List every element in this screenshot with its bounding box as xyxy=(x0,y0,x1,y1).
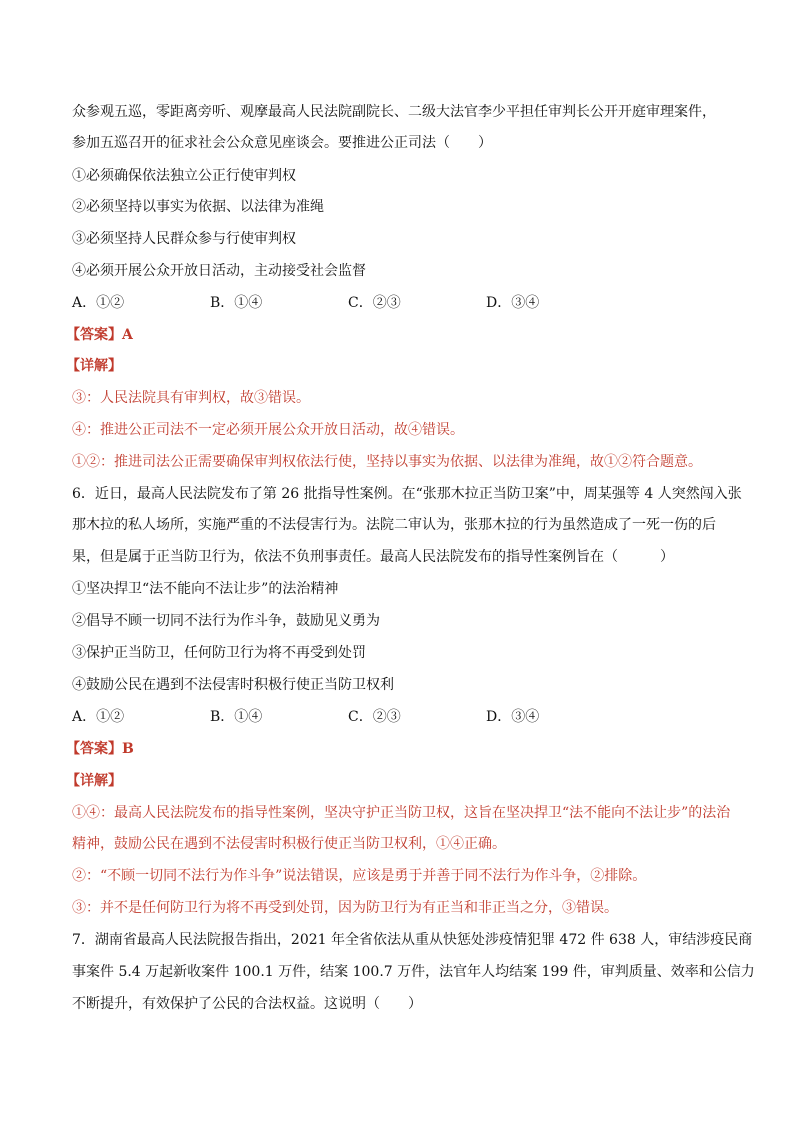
q6-explanation-1: ①④：最高人民法院发布的指导性案例，坚决守护正当防卫权，这旨在坚决捍卫“法不能向不法让步”的法治 xyxy=(72,805,731,821)
q5-explanation-3: ①②：推进司法公正需要确保审判权依法行使，坚持以事实为依据、以法律为准绳，故①②符合题意。 xyxy=(72,454,702,470)
q6-option-c: C．②③ xyxy=(348,709,401,725)
q5-answer: 【答案】A xyxy=(66,327,133,343)
q6-option-b: B．①④ xyxy=(210,709,263,725)
q5-option-d: D．③④ xyxy=(486,295,540,311)
q6-stem-line-2: 那木拉的私人场所，实施严重的不法侵害行为。法院二审认为，张那木拉的行为虽然造成了一死一伤的后 xyxy=(72,517,716,533)
q5-option-c: C．②③ xyxy=(348,295,401,311)
q5-statement-2: ②必须坚持以事实为依据、以法律为准绳 xyxy=(72,199,324,215)
q6-statement-4: ④鼓励公民在遇到不法侵害时积极行使正当防卫权利 xyxy=(72,677,394,693)
q6-explanation-2: 精神，鼓励公民在遇到不法侵害时积极行使正当防卫权利，①④正确。 xyxy=(72,836,506,852)
q7-stem-line-2: 事案件 5.4 万起新收案件 100.1 万件，结案 100.7 万件，法官年人均结案 199 件，审判质量、效率和公信力 xyxy=(72,964,755,980)
q5-stem-line-2: 参加五巡召开的征求社会公众意见座谈会。要推进公正司法（ ） xyxy=(72,135,492,151)
q6-explanation-4: ③：并不是任何防卫行为将不再受到处罚，因为防卫行为有正当和非正当之分，③错误。 xyxy=(72,900,618,916)
q5-explanation-1: ③：人民法院具有审判权，故③错误。 xyxy=(72,390,310,406)
q5-statement-1: ①必须确保依法独立公正行使审判权 xyxy=(72,168,296,184)
q6-detail-label: 【详解】 xyxy=(66,773,122,789)
q7-stem-line-3: 不断提升，有效保护了公民的合法权益。这说明（ ） xyxy=(72,996,422,1012)
q6-statement-1: ①坚决捍卫“法不能向不法让步”的法治精神 xyxy=(72,581,339,597)
q6-stem-line-1: 6．近日，最高人民法院发布了第 26 批指导性案例。在“张那木拉正当防卫案”中，周某强等 4 人突然闯入张 xyxy=(72,486,742,502)
q6-answer: 【答案】B xyxy=(66,741,134,757)
q7-stem-line-1: 7．湖南省最高人民法院报告指出，2021 年全省依法从重从快惩处涉疫情犯罪 472 件 638 人，审结涉疫民商 xyxy=(72,932,753,948)
q5-stem-line-1: 众参观五巡，零距离旁听、观摩最高人民法院副院长、二级大法官李少平担任审判长公开开庭审理案件， xyxy=(72,104,716,120)
q5-option-a: A．①② xyxy=(72,295,125,311)
q6-option-d: D．③④ xyxy=(486,709,540,725)
q6-statement-2: ②倡导不顾一切同不法行为作斗争，鼓励见义勇为 xyxy=(72,613,380,629)
q5-option-b: B．①④ xyxy=(210,295,263,311)
q5-statement-3: ③必须坚持人民群众参与行使审判权 xyxy=(72,231,296,247)
q5-explanation-2: ④：推进公正司法不一定必须开展公众开放日活动，故④错误。 xyxy=(72,422,464,438)
q6-statement-3: ③保护正当防卫，任何防卫行为将不再受到处罚 xyxy=(72,645,366,661)
q6-explanation-3: ②：“不顾一切同不法行为作斗争”说法错误，应该是勇于并善于同不法行为作斗争，②排除。 xyxy=(72,868,647,884)
q6-stem-line-3: 果，但是属于正当防卫行为，依法不负刑事责任。最高人民法院发布的指导性案例旨在（ ） xyxy=(72,549,674,565)
q5-statement-4: ④必须开展公众开放日活动，主动接受社会监督 xyxy=(72,263,366,279)
q5-detail-label: 【详解】 xyxy=(66,358,122,374)
q6-option-a: A．①② xyxy=(72,709,125,725)
